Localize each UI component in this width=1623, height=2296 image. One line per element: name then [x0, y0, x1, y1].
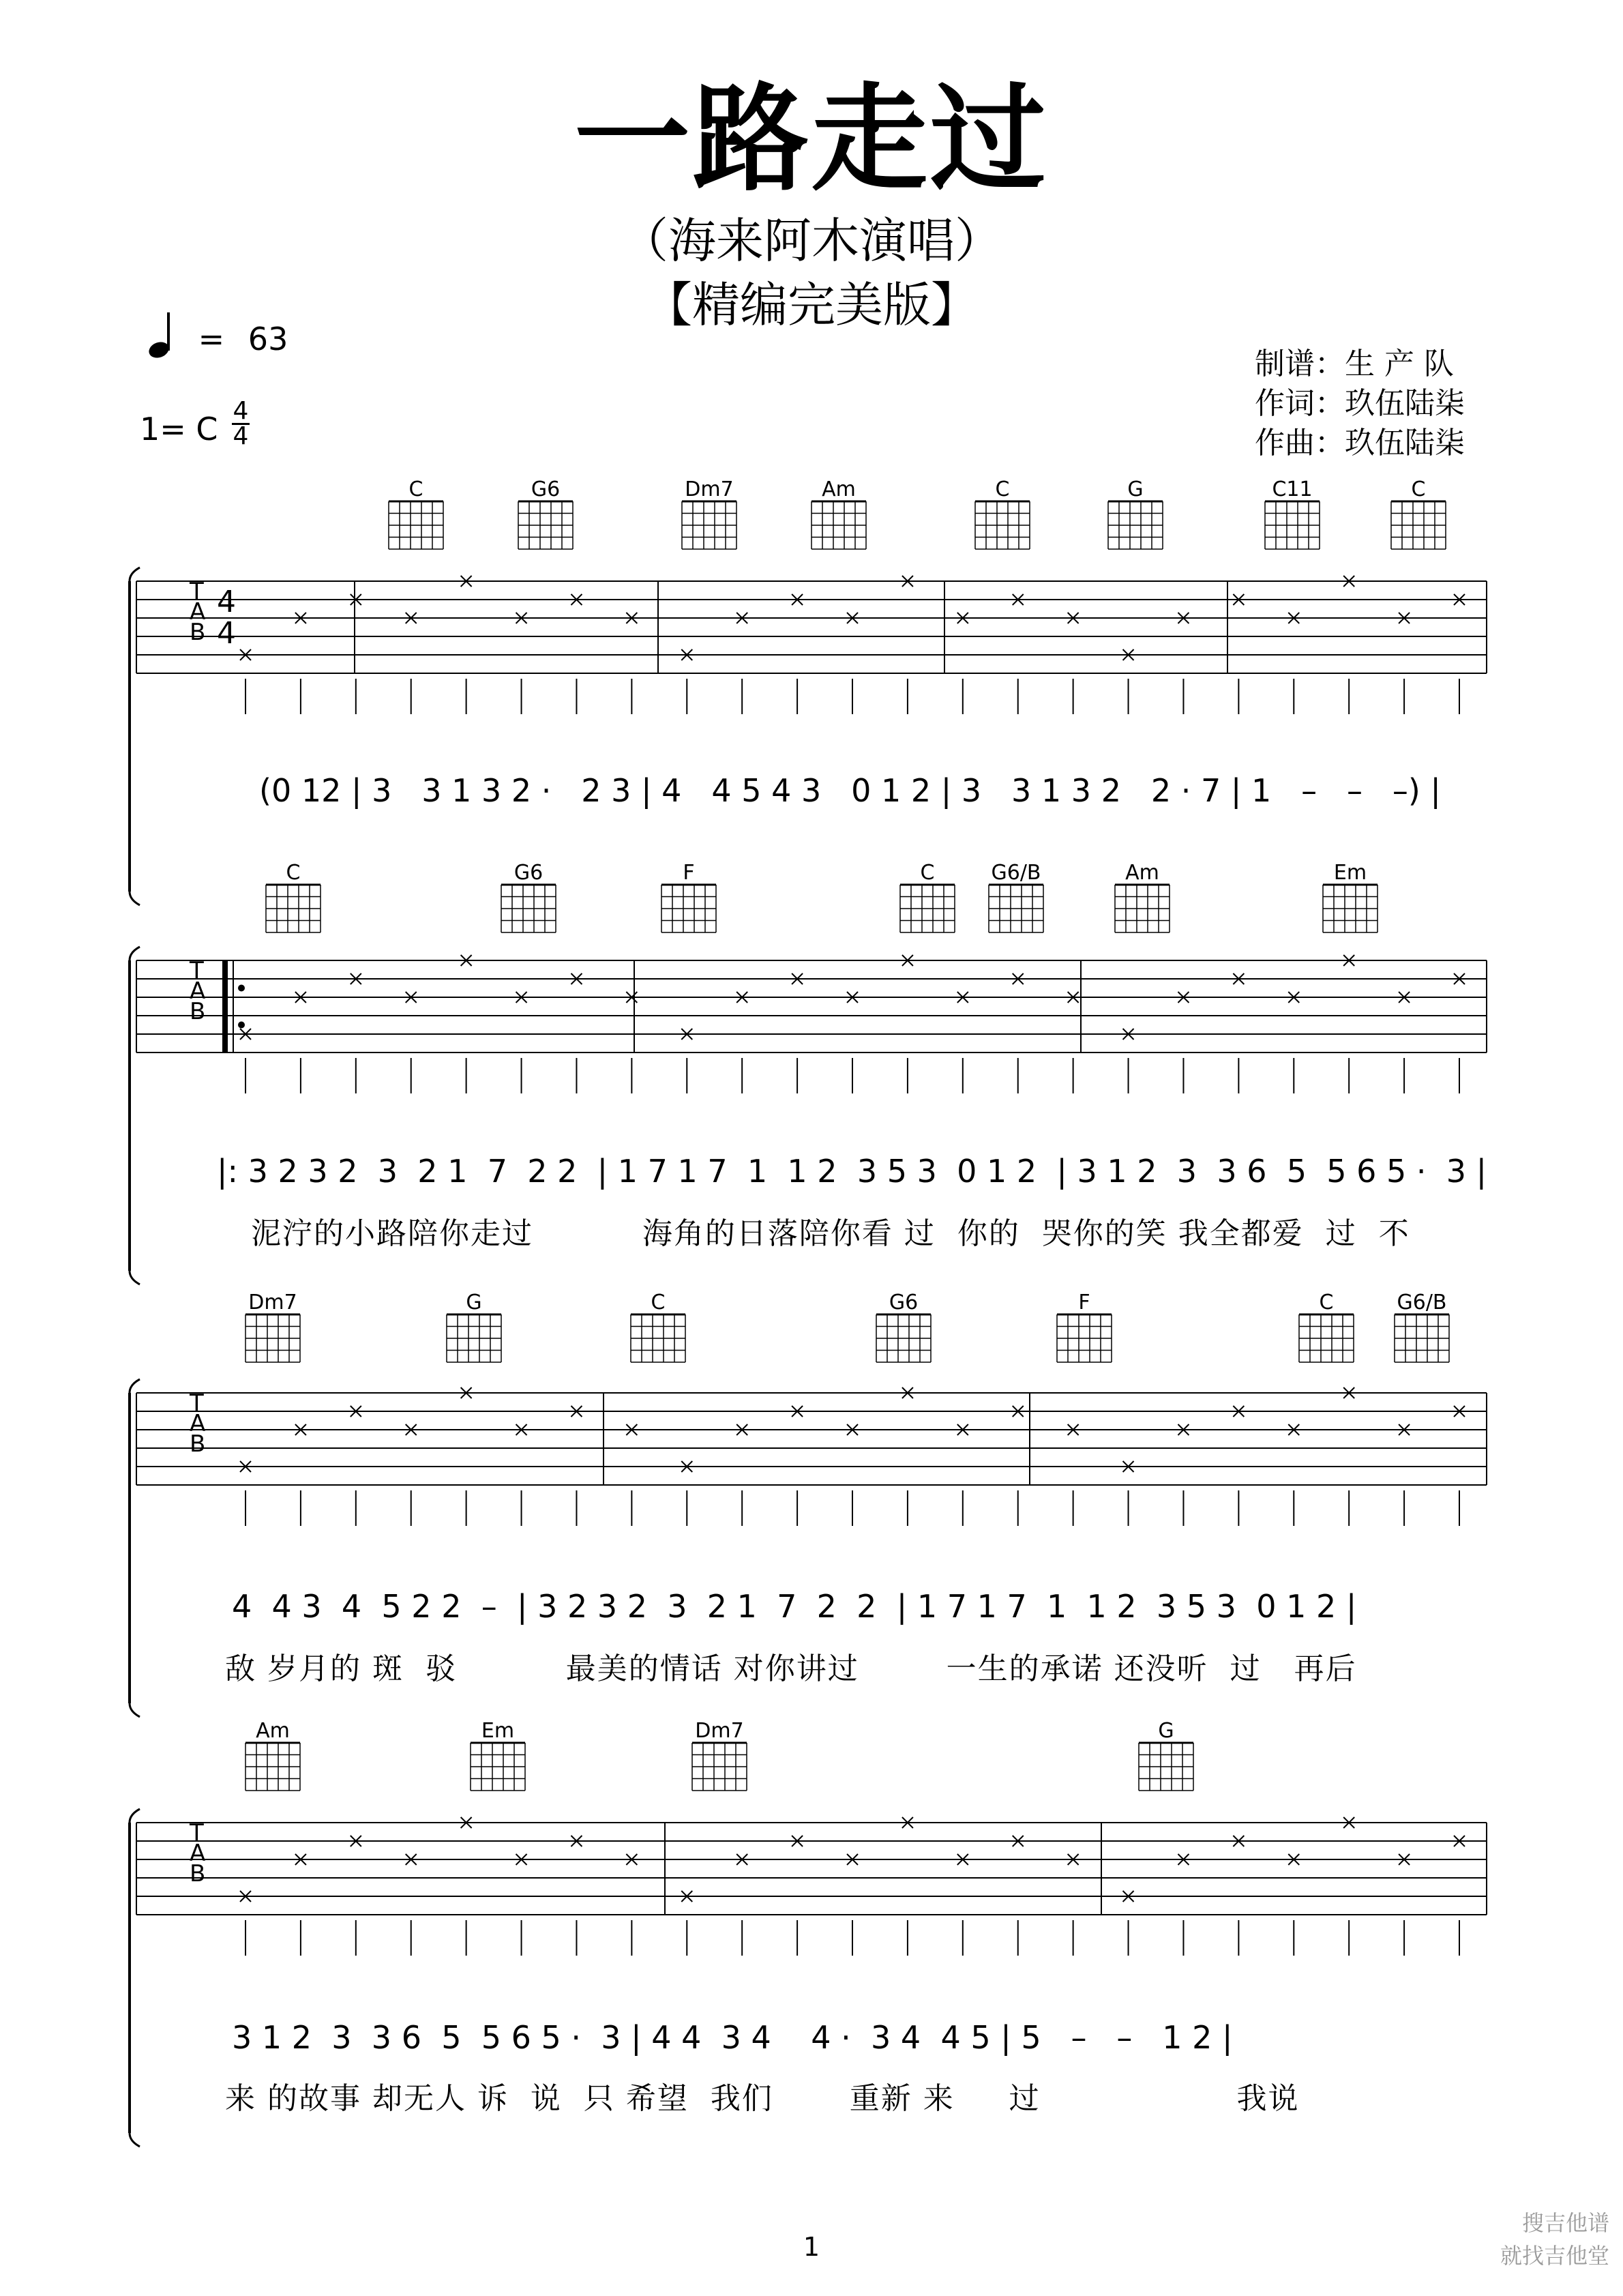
chord-name: Am — [822, 477, 856, 501]
tab-clef: T A B — [190, 1389, 206, 1458]
arranger-credit: 制谱：生 产 队 — [1255, 347, 1454, 381]
chord-name: G6/B — [1397, 1291, 1447, 1314]
lyrics-line-2: 泥泞的小路陪你走过 海角的日落陪你看 过 你的 哭你的笑 我全都爱 过 不 — [251, 1216, 1410, 1251]
song-subtitle: （海来阿木演唱） — [621, 213, 1002, 269]
chord-name: G6 — [513, 861, 544, 885]
chord-name: C — [1319, 1291, 1334, 1314]
time-bottom: 4 — [233, 422, 249, 450]
time-top: 4 — [233, 397, 249, 425]
chord-name: C — [920, 861, 935, 885]
composer-credit: 作曲：玖伍陆柒 — [1255, 426, 1465, 460]
page-number: 1 — [803, 2232, 820, 2262]
jianpu-line-2: |: 3 2 3 2 3 2 1 7 2 2 | 1 7 1 7 1 1 2 3 5 3 0 1 2 | 3 1 2 3 3 6 5 5 6 5 · 3 | — [217, 1153, 1487, 1190]
system-bracket-bottom — [130, 892, 140, 905]
jianpu-line-3: 4 4 3 4 5 2 2 – | 3 2 3 2 3 2 1 7 2 2 | 1 7 1 7 1 1 2 3 5 3 0 1 2 | — [232, 1588, 1357, 1625]
tab-clef: T A B — [190, 1819, 206, 1887]
chord-name: C — [408, 477, 423, 501]
edition-label: 【精编完美版】 — [644, 277, 979, 333]
system-bracket-top — [130, 568, 140, 581]
lyricist-credit: 作词：玖伍陆柒 — [1255, 386, 1465, 421]
jianpu-line-1: (0 12 | 3 3 1 3 2 · 2 3 | 4 4 5 4 3 0 1 2 | 3 3 1 3 2 2 · 7 | 1 – – –) | — [259, 772, 1441, 809]
tab-clef: T A B — [190, 578, 206, 646]
chord-name: C — [286, 861, 301, 885]
chord-name: Am — [1125, 861, 1159, 885]
jianpu-line-4: 3 1 2 3 3 6 5 5 6 5 · 3 | 4 4 3 4 4 · 3 4 4 5 | 5 – – 1 2 | — [232, 2019, 1233, 2056]
chord-name: Am — [256, 1719, 290, 1743]
lyrics-line-4: 来 的故事 却无人 诉 说 只 希望 我们 重新 来 过 我说 — [225, 2081, 1300, 2116]
tempo-equals: = — [198, 321, 225, 357]
tempo-bpm: 63 — [248, 321, 288, 357]
chord-name: G — [466, 1291, 482, 1314]
repeat-dot — [238, 1022, 245, 1029]
tab-time-signature: 4 4 — [217, 585, 236, 651]
chord-name: G6 — [531, 477, 561, 501]
chord-name: G — [1158, 1719, 1174, 1743]
system-bracket-top — [130, 947, 140, 960]
key-signature: 1= C — [140, 411, 218, 447]
chord-name: C — [995, 477, 1010, 501]
watermark: 搜吉他谱 就找吉他堂 — [1500, 2210, 1609, 2269]
chord-name: G6/B — [991, 861, 1041, 885]
chord-name: Em — [481, 1719, 515, 1743]
chord-name: Em — [1333, 861, 1367, 885]
tab-clef: T A B — [190, 957, 206, 1025]
system-bracket-top — [130, 1809, 140, 1823]
chord-name: G6 — [889, 1291, 919, 1314]
lyrics-line-3: 敌 岁月的 斑 驳 最美的情话 对你讲过 一生的承诺 还没听 过 再后 — [225, 1651, 1357, 1686]
system-bracket-bottom — [130, 2133, 140, 2147]
system-bracket-bottom — [130, 1703, 140, 1717]
chord-name: C — [651, 1291, 666, 1314]
chord-name: C11 — [1272, 477, 1313, 501]
chord-name: F — [1078, 1291, 1090, 1314]
repeat-dot — [238, 985, 245, 992]
chord-name: Dm7 — [248, 1291, 297, 1314]
chord-name: Dm7 — [695, 1719, 744, 1743]
chord-name: C — [1411, 477, 1426, 501]
system-bracket-top — [130, 1379, 140, 1393]
song-title: 一路走过 — [574, 72, 1049, 207]
chord-name: F — [683, 861, 695, 885]
chord-name: Dm7 — [685, 477, 734, 501]
system-bracket-bottom — [130, 1271, 140, 1284]
chord-name: G — [1127, 477, 1144, 501]
